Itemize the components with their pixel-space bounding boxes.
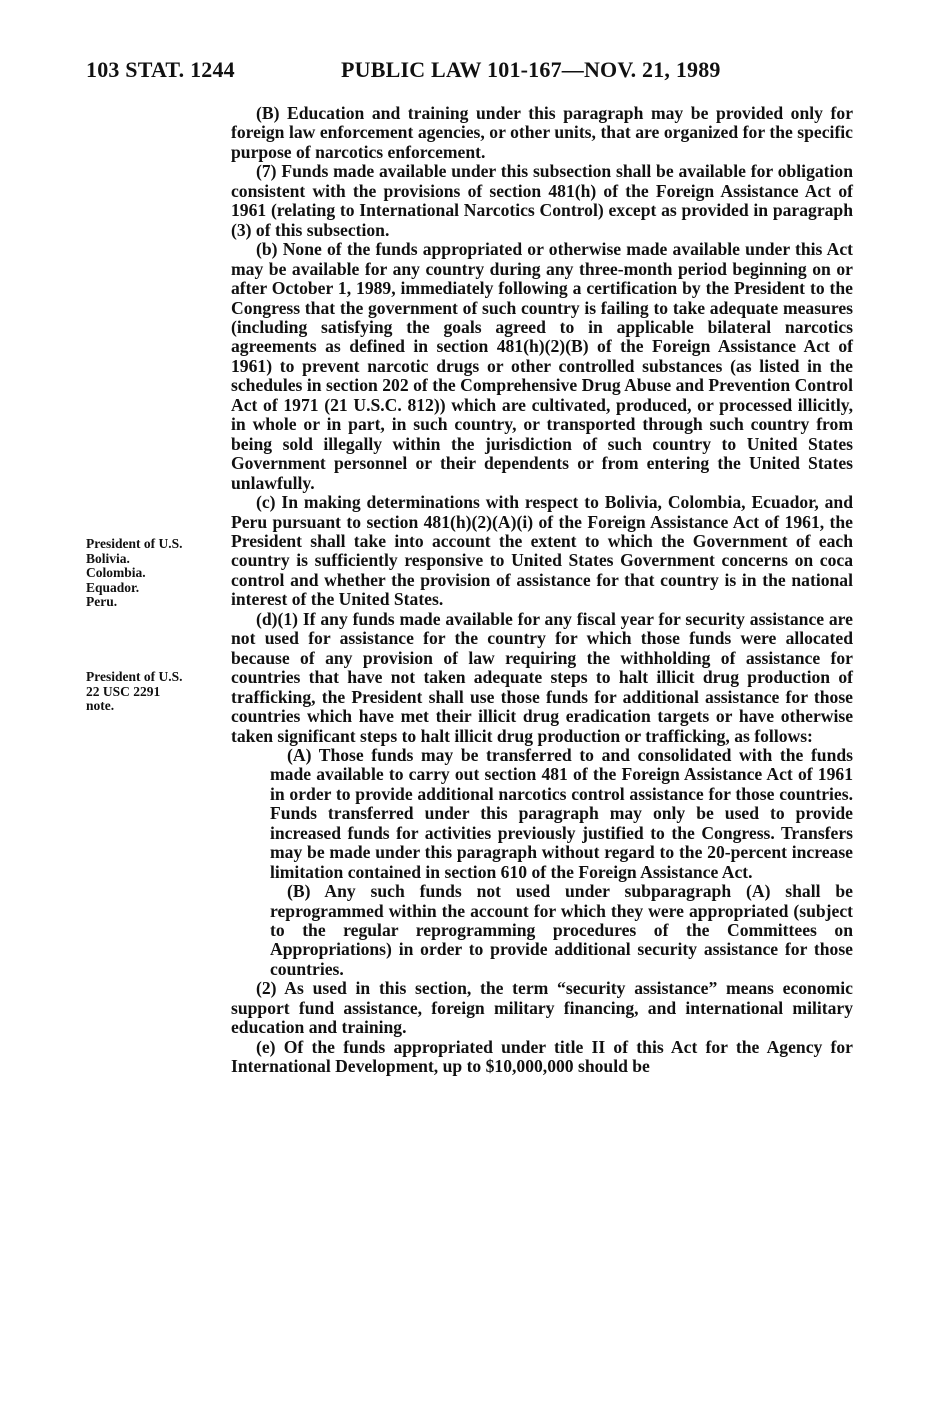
subparagraph-b-reprogram: (B) Any such funds not used under subparagraph (A) shall be reprogrammed within the account for which they were appropriated (subject to the regular reprogramming procedures of the Committees on Appropriations) in order to provide additional security assistance for those countries. <box>270 881 853 979</box>
subparagraph-a-transfer: (A) Those funds may be transferred to and consolidated with the funds made available to carry out section 481 of the Foreign Assistance Act of 1961 in order to provide additional narcotics control assistance for those countries. Funds transferred under this paragraph may only be used to provide increased funds for activities previously justified to the Congress. Transfers may be made under this paragraph without regard to the 20-percent increase limitation contained in section 610 of the Foreign Assistance Act. <box>270 744 853 882</box>
margin-note-line: Equador. <box>86 579 140 595</box>
paragraph-d1-security-assistance: (d)(1) If any funds made available for any fiscal year for security assistance are not used for assistance for the country for which those funds were allocated because of any provision of law requiring the withholding of assistance for countries that have not taken adequate steps to halt illicit drug production of trafficking, the President shall use those funds for additional assistance for those countries which have met their illicit drug eradication targets or have otherwise taken significant steps to halt illicit drug production or trafficking, as follows: <box>231 608 853 746</box>
margin-note-line: note. <box>86 698 115 714</box>
margin-note-line: President of U.S. <box>86 669 183 684</box>
paragraph-b-none-of-funds: (b) None of the funds appropriated or otherwise made available under this Act may be available for any country during any three-month period beginning on or after October 1, 1989, immediately following a certification by the President to the Congress that the government of such country is failing to take adequate measures (including satisfying the goals agreed to in applicable bilateral narcotics agreements as defined in section 481(h)(2)(B) of the Foreign Assistance Act of 1961) to prevent narcotic drugs or other controlled substances (as listed in the schedules in section 202 of the Comprehensive Drug Abuse and Prevention Control Act of 1971 (21 U.S.C. 812)) which are cultivated, produced, or processed illicitly, in whole or in part, in such country, or transported through such country from being sold illegally within the jurisdiction of such country to United States Government personnel or their dependents or from entering the United States unlawfully. <box>231 239 853 493</box>
margin-note-president-usc <box>86 670 226 714</box>
paragraph-2-definition: (2) As used in this section, the term “security assistance” means economic support fund assistance, foreign military financing, and international military education and training. <box>231 978 853 1038</box>
stat-page-number: 103 STAT. 1244 <box>86 57 235 82</box>
margin-note-president-countries <box>86 537 226 610</box>
margin-note-line: Peru. <box>86 594 118 610</box>
paragraph-7-funds: (7) Funds made available under this subsection shall be available for obligation consistent with the provisions of section 481(h) of the Foreign Assistance Act of 1961 (relating to International Narcotics Control) except as provided in paragraph (3) of this subsection. <box>231 161 853 240</box>
paragraph-c-determinations: (c) In making determinations with respect to Bolivia, Colombia, Ecuador, and Peru pursuant to section 481(h)(2)(A)(i) of the Foreign Assistance Act of 1961, the President shall take into account the extent to which the Government of each country is sufficiently responsive to United States Government concerns on coca control and whether the provision of assistance for that country is in the national interest of the United States. <box>231 492 853 610</box>
law-title: PUBLIC LAW 101-167—NOV. 21, 1989 <box>341 57 721 82</box>
statute-body <box>231 104 853 1077</box>
margin-note-line: President of U.S. <box>86 536 183 551</box>
margin-note-line: Colombia. <box>86 565 146 581</box>
paragraph-e-title-ii: (e) Of the funds appropriated under title II of this Act for the Agency for International Development, up to $10,000,000 should be <box>231 1036 853 1077</box>
paragraph-b-education: (B) Education and training under this paragraph may be provided only for foreign law enforcement agencies, or other units, that are organized for the specific purpose of narcotics enforcement. <box>231 103 853 162</box>
margin-note-line: Bolivia. <box>86 550 130 566</box>
margin-note-line: 22 USC 2291 <box>86 683 161 699</box>
